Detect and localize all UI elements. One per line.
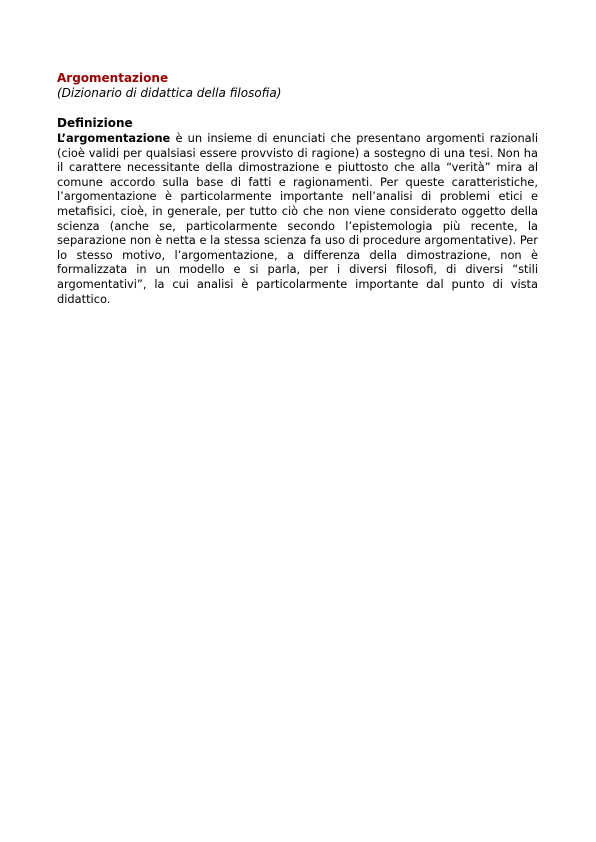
definition-term: L’argomentazione (57, 131, 171, 145)
document-subtitle: (Dizionario di didattica della filosofia) (57, 86, 282, 100)
section-heading: Definizione (57, 116, 133, 130)
definition-paragraph (57, 131, 538, 306)
document-title: Argomentazione (57, 71, 169, 85)
definition-text: è un insieme di enunciati che presentano argomenti razionali (cioè validi per qualsiasi essere provvisto di ragione) a sostegno di una tesi. Non ha il carattere necessitante della dimostrazione e piuttosto che alla “verità” mira al comune accordo sulla base di fatti e ragionamenti. Per queste caratteristiche, l’argomentazione è particolarmente importante nell’analisi di problemi etici e metafisici, cioè, in generale, per tutto ciò che non viene considerato oggetto della scienza (anche se, particolarmente secondo l’epistemologia più recente, la separazione non è netta e la stessa scienza fa uso di procedure argomentative). Per lo stesso motivo, l’argomentazione, a differenza della dimostrazione, non è formalizzata in un modello e si parla, per i diversi filosofi, di diversi “stili argomentativi”, la cui analisi è particolarmente importante dal punto di vista didattico. (57, 131, 538, 306)
document-content (57, 71, 538, 306)
